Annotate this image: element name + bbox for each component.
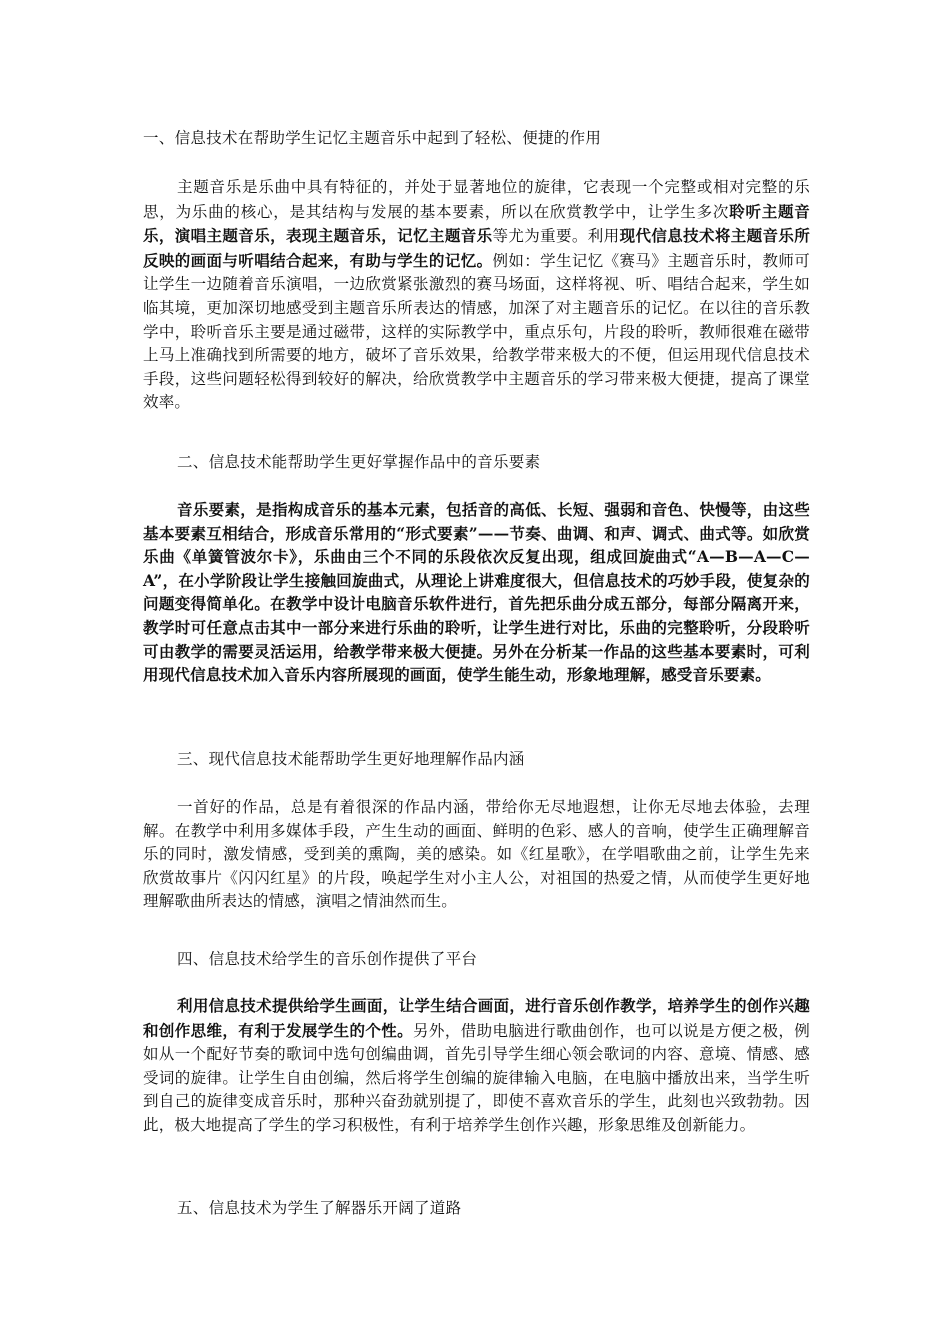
text-run: 等尤为重要。利用 [492, 227, 620, 246]
section-3-paragraph [143, 796, 810, 914]
bold-text-run: 现代信息技术将主题音乐所反映的画面与听唱结合起来，有助与学生的记忆。 [143, 226, 810, 270]
section-4-heading: 四、信息技术给学生的音乐创作提供了平台 [177, 950, 478, 968]
section-2-heading: 二、信息技术能帮助学生更好掌握作品中的音乐要素 [177, 453, 541, 471]
bold-text-run: 音乐要素，是指构成音乐的基本元素，包括音的高低、长短、强弱和音色、快慢等，由这些基本要素互相结合，形成音乐常用的“形式要素”——节奏、曲调、和声、调式、曲式等。如欣赏乐曲《单簧管波尔卡》，乐曲由三个不同的乐段依次反复出现，组成回旋曲式“A—B—A—C—A”，在小学阶段让学生接触回旋曲式，从理论上讲难度很大，但信息技术的巧妙手段，使复杂的问题变得简单化。在教学中设计电脑音乐软件进行，首先把乐曲分成五部分，每部分隔离开来，教学时可任意点击其中一部分来进行乐曲的聆听，让学生进行对比，乐曲的完整聆听，分段聆听可由教学的需要灵活运用，给教学带来极大便捷。另外在分析某一作品的这些基本要素时，可利用现代信息技术加入音乐内容所展现的画面，使学生能生动，形象地理解，感受音乐要素。 [143, 500, 810, 685]
section-5-heading: 五、信息技术为学生了解器乐开阔了道路 [177, 1199, 462, 1217]
section-1-paragraph [143, 176, 810, 415]
text-run: 例如：学生记忆《赛马》主题音乐时，教师可让学生一边随着音乐演唱，一边欣赏紧张激烈的赛马场面，这样将视、听、唱结合起来，学生如临其境，更加深切地感受到主题音乐所表达的情感，加深了对主题音乐的记忆。在以往的音乐教学中，聆听音乐主要是通过磁带，这样的实际教学中，重点乐句，片段的聆听，教师很难在磁带上马上准确找到所需要的地方，破坏了音乐效果，给教学带来极大的不便，但运用现代信息技术手段，这些问题轻松得到较好的解决，给欣赏教学中主题音乐的学习带来极大便捷，提高了课堂效率。 [143, 251, 810, 412]
section-4-paragraph [143, 994, 810, 1138]
section-3-heading: 三、现代信息技术能帮助学生更好地理解作品内涵 [177, 750, 525, 768]
bold-text-run: 利用信息技术提供给学生画面，让学生结合画面，进行音乐创作教学，培养学生的创作兴趣和创作思维，有利于发展学生的个性。 [143, 996, 810, 1040]
bold-text-run: 聆听主题音乐，演唱主题音乐，表现主题音乐，记忆主题音乐 [143, 201, 810, 246]
text-run: 另外，借助电脑进行歌曲创作，也可以说是方便之极，例如从一个配好节奏的歌词中选句创编曲调，首先引导学生细心领会歌词的内容、意境、情感、感受词的旋律。让学生自由创编，然后将学生创编的旋律输入电脑，在电脑中播放出来，当学生听到自己的旋律变成音乐时，那种兴奋劲就别提了，即使不喜欢音乐的学生，此刻也兴致勃勃。因此，极大地提高了学生的学习积极性，有利于培养学生创作兴趣，形象思维及创新能力。 [143, 1021, 810, 1134]
text-run: 一首好的作品，总是有着很深的作品内涵，带给你无尽地遐想，让你无尽地去体验，去理解。在教学中利用多媒体手段，产生生动的画面、鲜明的色彩、感人的音响，使学生正确理解音乐的同时，激发情感，受到美的熏陶，美的感染。如《红星歌》，在学唱歌曲之前，让学生先来欣赏故事片《闪闪红星》的片段，唤起学生对小主人公，对祖国的热爱之情，从而使学生更好地理解歌曲所表达的情感，演唱之情油然而生。 [143, 798, 810, 911]
section-2-paragraph [143, 498, 810, 687]
text-run: 主题音乐是乐曲中具有特征的，并处于显著地位的旋律，它表现一个完整或相对完整的乐思，为乐曲的核心，是其结构与发展的基本要素，所以在欣赏教学中，让学生多次 [143, 178, 810, 221]
section-1-heading: 一、信息技术在帮助学生记忆主题音乐中起到了轻松、便捷的作用 [143, 129, 602, 147]
